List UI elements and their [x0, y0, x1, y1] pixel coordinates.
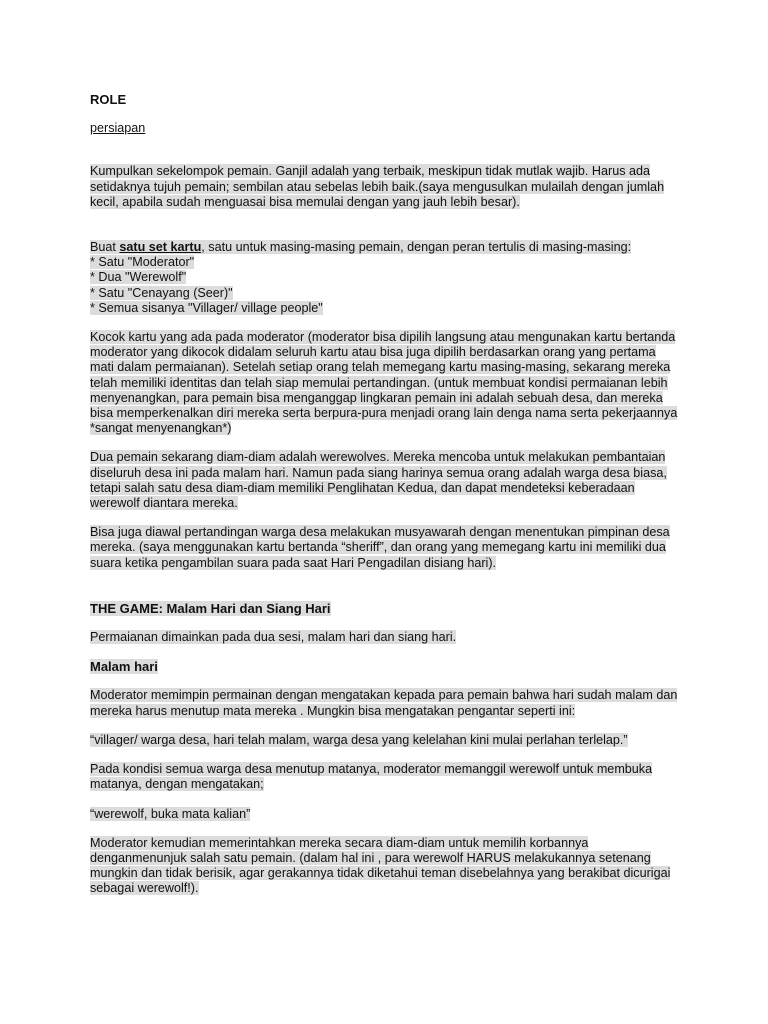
paragraph-10-line: [90, 807, 690, 822]
paragraph-9-line: [90, 762, 690, 777]
paragraph-7-line: [90, 704, 690, 719]
paragraph-8-line: [90, 733, 690, 748]
heading-malam-hari: [90, 659, 690, 674]
paragraph-4-line-4: werewolf diantara mereka.: [90, 496, 238, 511]
paragraph-9: [90, 762, 690, 792]
heading-role: ROLE: [90, 92, 127, 107]
document-body: [90, 92, 690, 897]
paragraph-5-line-3: suara ketika pengambilan suara pada saat Hari Pengadilan disiang hari).: [90, 555, 497, 570]
paragraph-1-line-1: Kumpulkan sekelompok pemain. Ganjil adalah yang terbaik, meskipun tidak mutlak wajib. Harus ada: [90, 164, 651, 179]
paragraph-4-line-1: Dua pemain sekarang diam-diam adalah werewolves. Mereka mencoba untuk melakukan pembantaian: [90, 450, 666, 465]
paragraph-4-line: [90, 466, 690, 481]
paragraph-3: [90, 330, 690, 436]
paragraph-2: [90, 240, 690, 316]
subheading-persiapan-text: persiapan: [90, 121, 146, 136]
paragraph-11-line: [90, 851, 690, 866]
paragraph-11-line: [90, 881, 690, 896]
paragraph-11-line-3: mungkin dan tidak berisik, agar gerakannya tidak diketahui teman disebelahnya yang berakibat dicurigai: [90, 866, 671, 881]
paragraph-5-line-2: mereka. (saya menggunakan kartu bertanda “sheriff”, dan orang yang memegang kartu ini memiliki dua: [90, 540, 666, 555]
role-list-item: [90, 255, 690, 270]
paragraph-3-line: [90, 345, 690, 360]
paragraph-4: [90, 450, 690, 511]
paragraph-8: [90, 733, 690, 748]
paragraph-5-line: [90, 525, 690, 540]
paragraph-3-line: [90, 391, 690, 406]
paragraph-3-line-2: moderator yang dikocok didalam seluruh kartu atau bisa juga dipilih berdasarkan orang yang pertama: [90, 345, 656, 360]
paragraph-4-line: [90, 496, 690, 511]
paragraph-7-line-2: mereka harus menutup mata mereka . Mungkin bisa mengatakan pengantar seperti ini:: [90, 703, 576, 718]
paragraph-10-text: “werewolf, buka mata kalian”: [90, 806, 251, 821]
paragraph-7: [90, 688, 690, 718]
paragraph-7-line-1: Moderator memimpin permainan dengan mengatakan kepada para pemain bahwa hari sudah malam dan: [90, 688, 678, 703]
paragraph-1-line-3: kecil, apabila sudah menguasai bisa memulai dengan yang jauh lebih besar).: [90, 194, 520, 209]
heading-malam-hari-text: Malam hari: [90, 659, 158, 675]
paragraph-11-line: [90, 866, 690, 881]
paragraph-11-line-2: denganmenunjuk salah satu pemain. (dalam hal ini , para werewolf HARUS melakukannya setenang: [90, 850, 651, 865]
paragraph-11-line: [90, 836, 690, 851]
paragraph-3-line: [90, 406, 690, 421]
paragraph-5: [90, 525, 690, 571]
paragraph-3-line-6: bisa memperkenalkan diri mereka serta berpura-pura menjadi orang lain denga nama serta pekerjaannya: [90, 406, 678, 421]
paragraph-3-line-4: telah memiliki identitas dan telah siap memulai pertandingan. (untuk membuat kondisi permaianan lebih: [90, 375, 668, 390]
paragraph-5-line: [90, 556, 690, 571]
paragraph-11-line-1: Moderator kemudian memerintahkan mereka secara diam-diam untuk memilih korbannya: [90, 835, 589, 850]
paragraph-9-line-2: matanya, dengan mengatakan;: [90, 777, 264, 792]
subheading-persiapan: [90, 121, 690, 136]
paragraph-2-intro: [90, 240, 690, 255]
paragraph-3-line: [90, 360, 690, 375]
paragraph-1-line: [90, 164, 690, 179]
paragraph-2-bold: satu set kartu: [119, 240, 202, 255]
role-list-item: [90, 301, 690, 316]
heading-the-game: [90, 601, 690, 616]
paragraph-1-line: [90, 195, 690, 210]
paragraph-1-line-2: setidaknya tujuh pemain; sembilan atau sebelas lebih baik.(saya mengusulkan mulailah dengan jumlah: [90, 179, 665, 194]
paragraph-3-line: [90, 421, 690, 436]
paragraph-10: [90, 807, 690, 822]
paragraph-4-line-2: diseluruh desa ini pada malam hari. Namun pada siang harinya semua orang adalah warga desa biasa,: [90, 465, 667, 480]
paragraph-3-line-5: menyenangkan, para pemain bisa menganggap lingkaran pemain ini adalah sebuah desa, dan mereka: [90, 390, 663, 405]
paragraph-3-line: [90, 376, 690, 391]
paragraph-11: [90, 836, 690, 897]
paragraph-7-line: [90, 688, 690, 703]
paragraph-3-line-7: *sangat menyenangkan*): [90, 421, 232, 436]
paragraph-2-suffix: , satu untuk masing-masing pemain, dengan peran tertulis di masing-masing:: [201, 240, 632, 255]
paragraph-6: [90, 630, 690, 645]
paragraph-2-prefix: Buat: [90, 240, 120, 255]
role-villager: * Semua sisanya "Villager/ village people": [90, 300, 323, 315]
role-list-item: [90, 286, 690, 301]
role-moderator: * Satu "Moderator": [90, 255, 195, 270]
role-list-item: [90, 270, 690, 285]
paragraph-11-line-4: sebagai werewolf!).: [90, 881, 199, 896]
heading-the-game-text: THE GAME: Malam Hari dan Siang Hari: [90, 600, 331, 616]
paragraph-1-line: [90, 180, 690, 195]
paragraph-3-line: [90, 330, 690, 345]
paragraph-4-line: [90, 481, 690, 496]
paragraph-8-text: “villager/ warga desa, hari telah malam, warga desa yang kelelahan kini mulai perlahan terlelap.”: [90, 732, 628, 747]
paragraph-6-text: Permaianan dimainkan pada dua sesi, malam hari dan siang hari.: [90, 630, 457, 645]
paragraph-4-line-3: tetapi salah satu desa diam-diam memiliki Penglihatan Kedua, dan dapat mendeteksi keberadaan: [90, 480, 635, 495]
paragraph-3-line-3: mati dalam permaianan). Setelah setiap orang telah memegang kartu masing-masing, sekarang mereka: [90, 360, 671, 375]
paragraph-5-line-1: Bisa juga diawal pertandingan warga desa melakukan musyawarah dengan menentukan pimpinan desa: [90, 525, 670, 540]
paragraph-6-line: [90, 630, 690, 645]
paragraph-9-line: [90, 777, 690, 792]
role-werewolf: * Dua "Werewolf": [90, 270, 187, 285]
paragraph-3-line-1: Kocok kartu yang ada pada moderator (moderator bisa dipilih langsung atau mengunakan kartu bertanda: [90, 330, 676, 345]
paragraph-1: [90, 164, 690, 210]
paragraph-9-line-1: Pada kondisi semua warga desa menutup matanya, moderator memanggil werewolf untuk membuka: [90, 762, 653, 777]
paragraph-5-line: [90, 540, 690, 555]
role-seer: * Satu "Cenayang (Seer)": [90, 285, 233, 300]
paragraph-4-line: [90, 450, 690, 465]
